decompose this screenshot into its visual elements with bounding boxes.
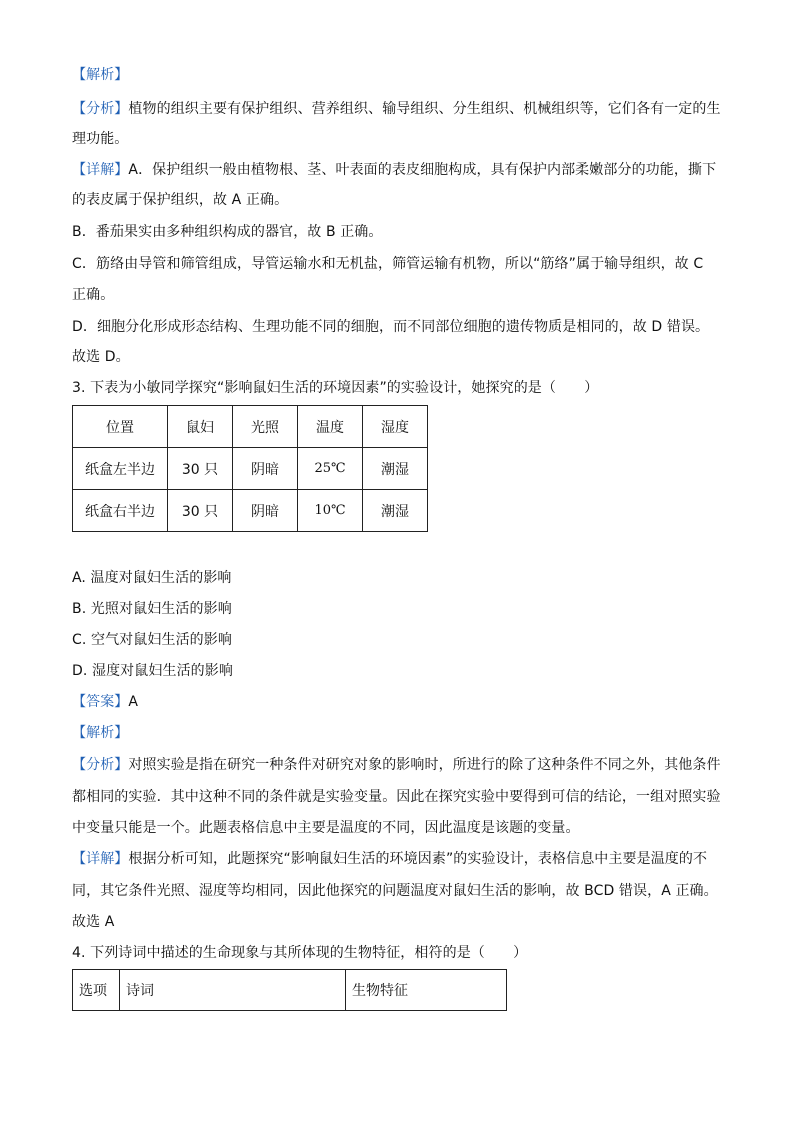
option-d: D. 湿度对鼠妇生活的影响 [72, 663, 233, 679]
detail-a-continuation: 的表皮属于保护组织，故 A 正确。 [72, 192, 289, 208]
option-b: B. 光照对鼠妇生活的影响 [72, 601, 232, 617]
detail-c-continuation: 正确。 [72, 287, 115, 303]
detail-d: D．细胞分化形成形态结构、生理功能不同的细胞，而不同部位细胞的遗传物质是相同的，故 D 错误。 [72, 319, 710, 335]
table-cell: 30 只 [168, 490, 233, 532]
detail-paragraph-a [72, 160, 716, 180]
xiangjie-tag: 【详解】 [72, 162, 129, 178]
xiangjie-tag: 【详解】 [72, 851, 129, 867]
table-cell: 阴暗 [233, 448, 298, 490]
answer-tag: 【答案】 [72, 694, 129, 710]
fenxi-text: 植物的组织主要有保护组织、营养组织、输导组织、分生组织、机械组织等，它们各有一定的生 [128, 101, 721, 117]
table-cell: 30 只 [168, 448, 233, 490]
option-c: C. 空气对鼠妇生活的影响 [72, 632, 232, 648]
table-header-row [73, 406, 428, 448]
fenxi-text: 对照实验是指在研究一种条件对研究对象的影响时，所进行的除了这种条件不同之外，其他条件 [128, 757, 721, 773]
table-cell: 潮湿 [363, 490, 428, 532]
analysis-paragraph [72, 99, 721, 119]
jiexi-label: 【解析】 [72, 67, 129, 83]
table-header-cell: 湿度 [363, 406, 428, 448]
table-header-cell: 诗词 [120, 970, 346, 1011]
detail-c: C．筋络由导管和筛管组成，导管运输水和无机盐，筛管运输有机物，所以“筋络”属于输导组织，故 C [72, 256, 704, 272]
detail-b: B．番茄果实由多种组织构成的器官，故 B 正确。 [72, 224, 383, 240]
detail-text: 根据分析可知，此题探究“影响鼠妇生活的环境因素”的实验设计，表格信息中主要是温度的不 [128, 851, 708, 867]
table-header-cell: 位置 [73, 406, 168, 448]
detail-continuation: 同，其它条件光照、湿度等均相同，因此他探究的问题温度对鼠妇生活的影响，故 BCD 错误，A 正确。 [72, 883, 718, 899]
analysis-continuation: 理功能。 [72, 131, 129, 147]
table-cell: 10℃ [298, 490, 363, 532]
option-a: A. 温度对鼠妇生活的影响 [72, 570, 232, 586]
poem-table [72, 969, 507, 1011]
table-header-cell: 温度 [298, 406, 363, 448]
experiment-table [72, 405, 428, 532]
table-header-cell: 光照 [233, 406, 298, 448]
table-cell: 25℃ [298, 448, 363, 490]
analysis-continuation: 都相同的实验．其中这种不同的条件就是实验变量。因此在探究实验中要得到可信的结论，一组对照实验 [72, 789, 721, 805]
choose-line: 故选 A [72, 914, 115, 930]
table-cell: 潮湿 [363, 448, 428, 490]
answer-line [72, 692, 138, 712]
table-header-cell: 鼠妇 [168, 406, 233, 448]
question-4-stem: 4. 下列诗词中描述的生命现象与其所体现的生物特征，相符的是（ ） [72, 945, 528, 961]
table-cell: 阴暗 [233, 490, 298, 532]
detail-a-text: A．保护组织一般由植物根、茎、叶表面的表皮细胞构成，具有保护内部柔嫩部分的功能，撕下 [128, 162, 717, 178]
table-cell: 纸盒左半边 [73, 448, 168, 490]
table-row [73, 448, 428, 490]
analysis-continuation: 中变量只能是一个。此题表格信息中主要是温度的不同，因此温度是该题的变量。 [72, 820, 580, 836]
fenxi-tag: 【分析】 [72, 101, 129, 117]
table-header-cell: 生物特征 [346, 970, 507, 1011]
question-3-stem: 3. 下表为小敏同学探究“影响鼠妇生活的环境因素”的实验设计，她探究的是（ ） [72, 380, 599, 396]
table-header-cell: 选项 [73, 970, 120, 1011]
detail-paragraph [72, 849, 707, 869]
jiexi-label: 【解析】 [72, 725, 129, 741]
table-header-row [73, 970, 507, 1011]
answer-value: A [128, 694, 139, 710]
fenxi-tag: 【分析】 [72, 757, 129, 773]
analysis-paragraph [72, 755, 721, 775]
choose-line: 故选 D。 [72, 349, 130, 365]
table-row [73, 490, 428, 532]
table-cell: 纸盒右半边 [73, 490, 168, 532]
